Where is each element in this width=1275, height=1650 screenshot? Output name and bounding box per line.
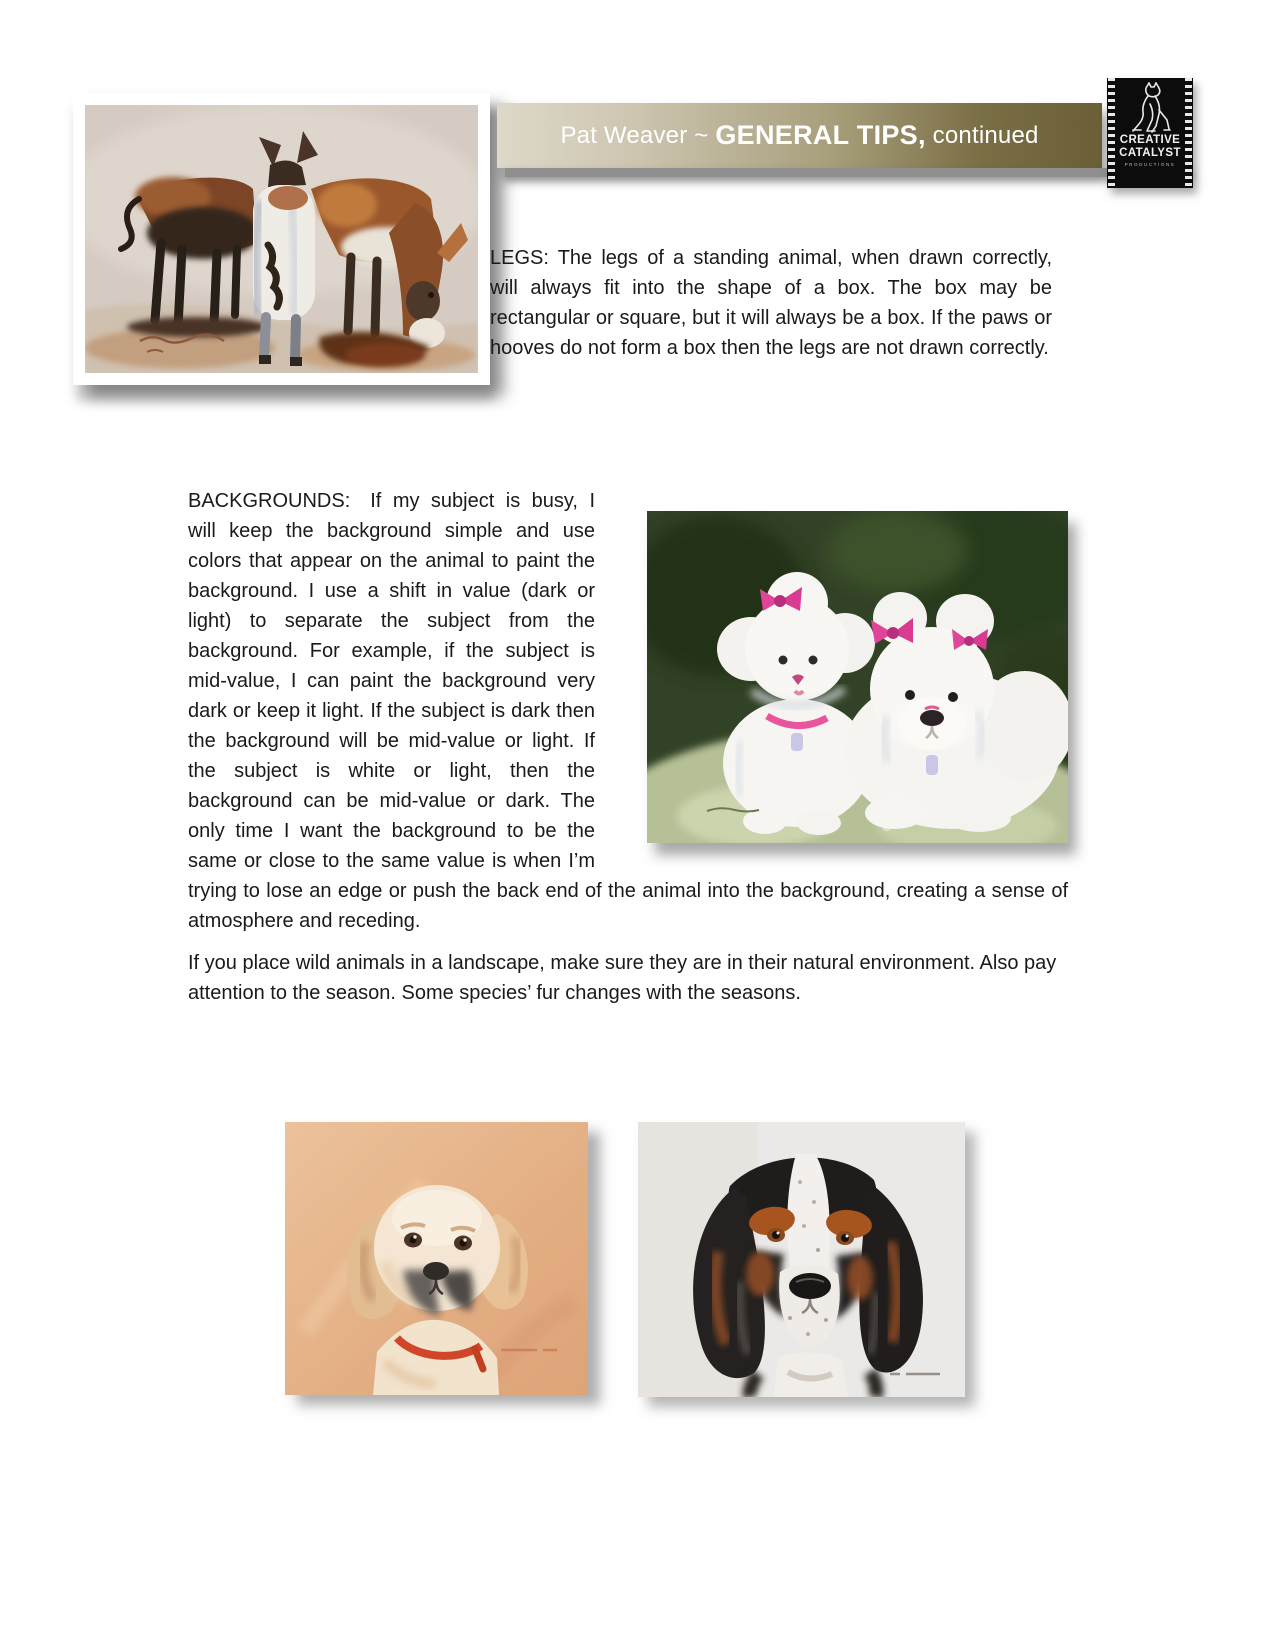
maltese-painting [647,511,1068,843]
filmstrip-right-icon [1185,78,1192,188]
header-separator: ~ [694,121,716,149]
backgrounds-text: If my subject is busy, I will keep the background simple and use colors that appear on the animal to paint the background. I use a shift in value (dark or light) to separate the subject from the background. For example, if the subject is mid-value, I can paint the background very dark or keep it light. If the subject is dark then the background will be mid-value or light. If the subject is white or light, then the background can be mid-value or dark. The only time I want the background to be the same or close to the same value is when I’m trying to lose an edge or push the back end of the animal into the background, creating a sense of atmosphere and receding. [188,490,1068,932]
backgrounds-label: BACKGROUNDS: [188,490,351,512]
logo-line-catalyst: CATALYST [1119,146,1181,160]
header-artist: Pat Weaver [560,121,695,149]
logo-line-creative: CREATIVE [1119,133,1181,147]
cat-logo-icon [1128,82,1172,134]
spaniel-painting-frame [638,1122,965,1397]
wild-animals-paragraph: If you place wild animals in a landscape, make sure they are in their natural environment. Also pay attention to the season. Some species’ fur changes with the seasons. [188,952,1057,1004]
header-suffix: continued [925,121,1039,149]
filmstrip-left-icon [1108,78,1115,188]
spaniel-painting [638,1122,965,1397]
header-title: GENERAL TIPS, [715,120,926,150]
donkeys-painting [85,105,478,373]
puppy-painting-frame [285,1122,588,1395]
header-underline-bar [505,168,1193,177]
header-banner [497,103,1102,168]
logo-line-productions: PRODUCTIONS [1124,162,1176,167]
donkeys-painting-frame [73,93,490,385]
creative-catalyst-logo [1107,78,1193,188]
legs-paragraph: LEGS: The legs of a standing animal, when drawn correctly, will always fit into the shape of a box. The box may be rectangular or square, but it will always be a box. If the paws or hooves do not form a box then the legs are not drawn correctly. [490,247,1052,359]
backgrounds-section [188,486,1068,936]
puppy-painting [285,1122,588,1395]
maltese-painting-frame [647,511,1068,843]
